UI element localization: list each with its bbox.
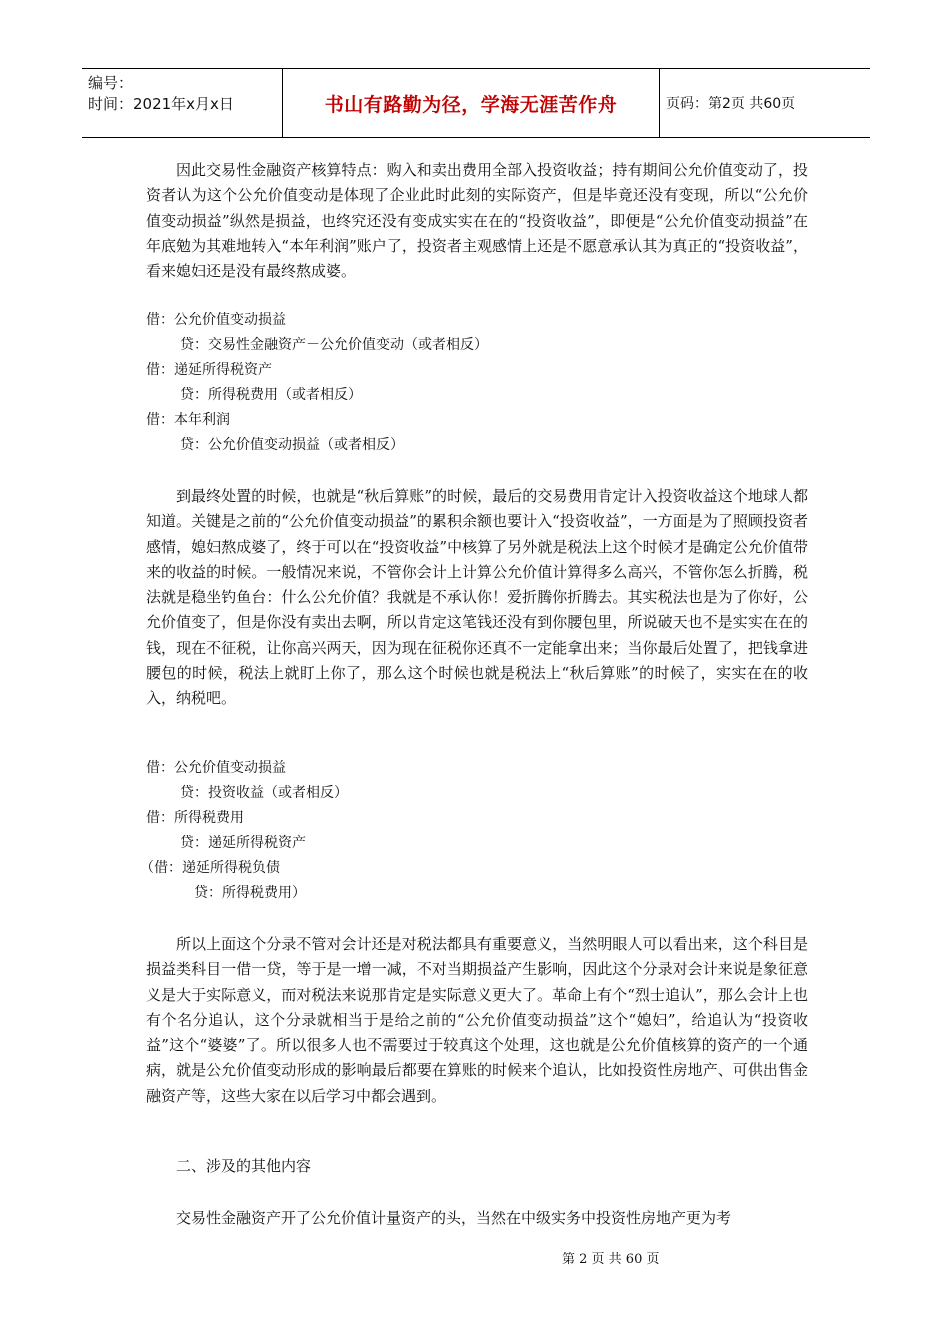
page-header [82,68,870,138]
paragraph-1: 因此交易性金融资产核算特点：购入和卖出费用全部入投资收益；持有期间公允价值变动了，投资者认为这个公允价值变动是体现了企业此时此刻的实际资产，但是毕竟还没有变现，所以“公允价值变动损益”纵然是损益，也终究还没有变成实实在在的“投资收益”，即便是“公允价值变动损益”在年底勉为其难地转入“本年利润”账户了，投资者主观感情上还是不愿意承认其为真正的“投资收益”，看来媳妇还是没有最终熬成婆。 [146,161,808,281]
paragraph-3: 所以上面这个分录不管对会计还是对税法都具有重要意义，当然明眼人可以看出来，这个科目是损益类科目一借一贷，等于是一增一减，不对当期损益产生影响，因此这个分录对会计来说是象征意义是大于实际意义，而对税法来说那肯定是实际意义更大了。革命上有个“烈士追认”，那么会计上也有个名分追认，这个分录就相当于是给之前的“公允价值变动损益”这个“媳妇”，给追认为“投资收益”这个“婆婆”了。所以很多人也不需要过于较真这个处理，这也就是公允价值核算的资产的一个通病，就是公允价值变动形成的影响最后都要在算账的时候来个追认，比如投资性房地产、可供出售金融资产等，这些大家在以后学习中都会遇到。 [146,935,808,1105]
header-meta [88,73,284,115]
journal-entry-credit: 贷：交易性金融资产－公允价值变动（或者相反） [180,337,488,353]
page-footer: 第 2 页 共 60 页 [562,1252,660,1267]
journal-entry-credit: 贷：所得税费用） [194,885,306,901]
journal-entry-credit: 贷：公允价值变动损益（或者相反） [180,437,404,453]
section-heading: 二、涉及的其他内容 [176,1157,312,1175]
journal-entry-credit: 贷：所得税费用（或者相反） [180,387,362,403]
journal-entry-debit: 借：本年利润 [146,412,230,428]
header-motto: 书山有路勤为径，学海无涯苦作舟 [324,93,618,116]
header-page-info: 页码：第2页 共60页 [666,96,796,112]
journal-entry-credit: 贷：递延所得税资产 [180,835,306,851]
header-number-label: 编号： [88,74,134,92]
paragraph-4: 交易性金融资产开了公允价值计量资产的头，当然在中级实务中投资性房地产更为考 [176,1209,732,1227]
header-date-label: 时间：2021年x月x日 [88,95,234,113]
journal-entry-debit: 借：公允价值变动损益 [146,312,286,328]
journal-entry-debit: 借：所得税费用 [146,810,244,826]
journal-entry-debit: 借：递延所得税资产 [146,362,272,378]
journal-entry-debit: 借：公允价值变动损益 [146,760,286,776]
journal-entry-credit: 贷：投资收益（或者相反） [180,785,348,801]
header-divider [659,69,660,137]
paragraph-2: 到最终处置的时候，也就是“秋后算账”的时候，最后的交易费用肯定计入投资收益这个地球人都知道。关键是之前的“公允价值变动损益”的累积余额也要计入“投资收益”，一方面是为了照顾投资者感情，媳妇熬成婆了，终于可以在“投资收益”中核算了另外就是税法上这个时候才是确定公允价值带来的收益的时候。一般情况来说，不管你会计上计算公允价值计算得多么高兴，不管你怎么折腾，税法就是稳坐钓鱼台：什么公允价值？我就是不承认你！爱折腾你折腾去。其实税法也是为了你好，公允价值变了，但是你没有卖出去啊，所以肯定这笔钱还没有到你腰包里，所说破天也不是实实在在的钱，现在不征税，让你高兴两天，因为现在征税你还真不一定能拿出来；当你最后处置了，把钱拿进腰包的时候，税法上就盯上你了，那么这个时候也就是税法上“秋后算账”的时候了，实实在在的收入，纳税吧。 [146,487,808,708]
journal-entry-debit: （借：递延所得税负债 [140,860,280,876]
